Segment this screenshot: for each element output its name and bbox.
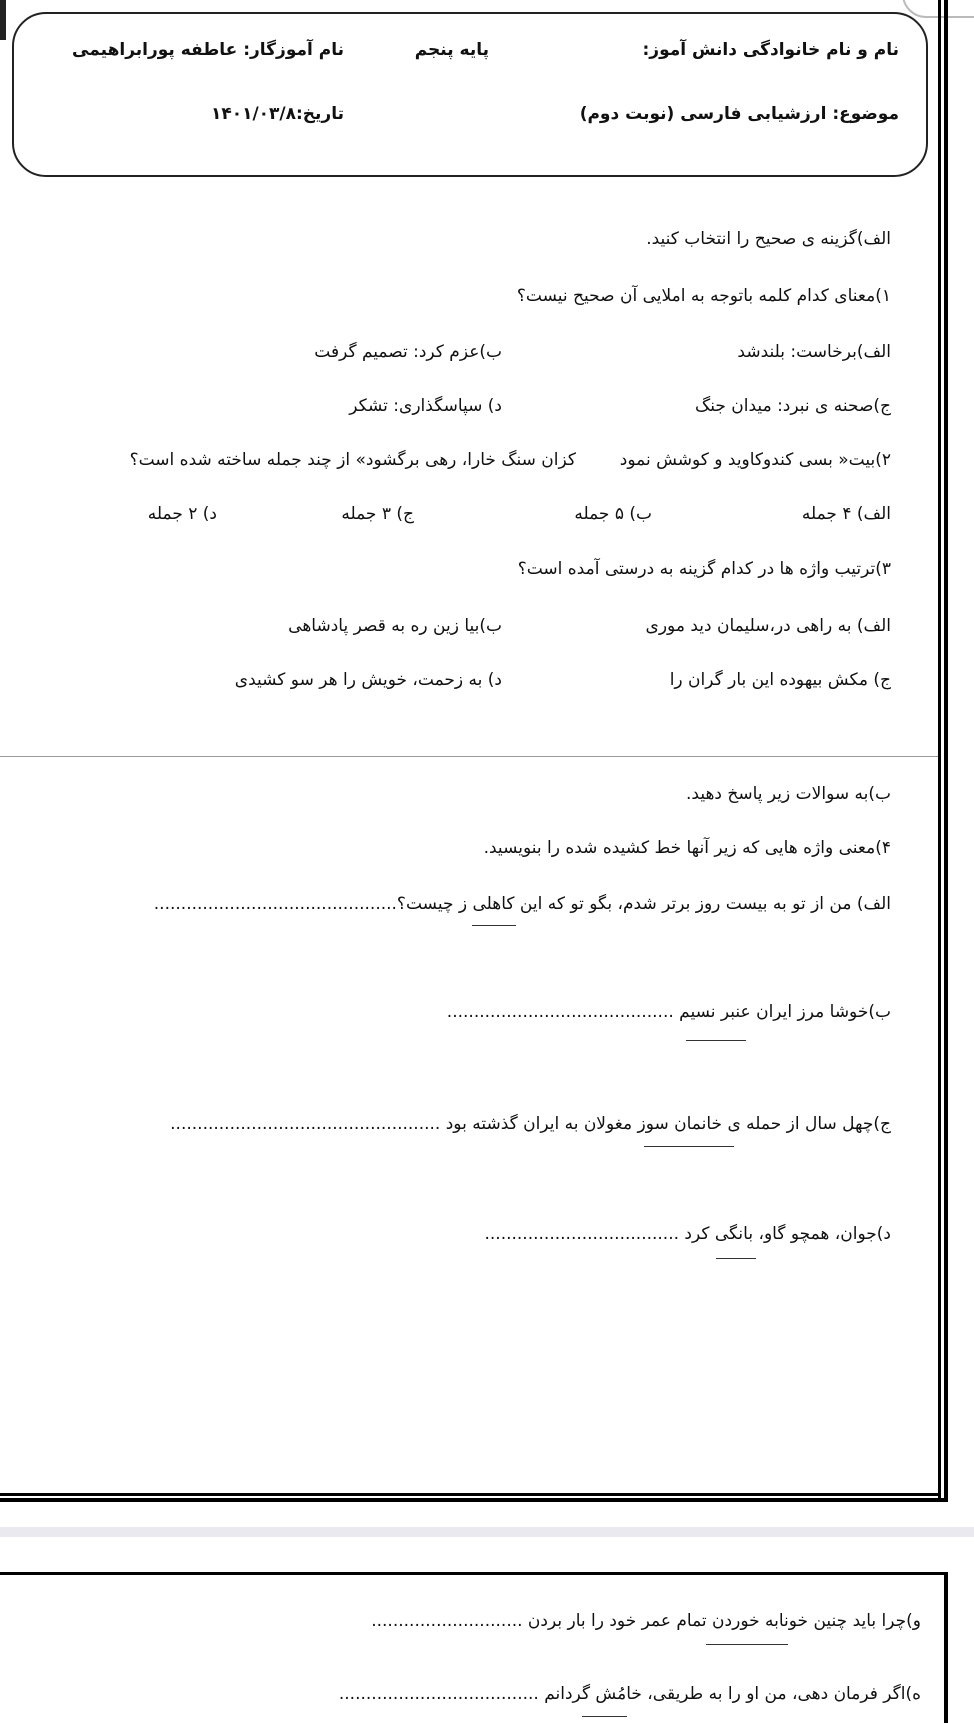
q3-option-d: د) به زحمت، خویش را هر سو کشیدی — [234, 670, 502, 690]
q4-item-b: ب)خوشا مرز ایران عنبر نسیم .......................................... — [446, 1002, 891, 1022]
q4-item-a: الف) من از تو به بیست روز برتر شدم، بگو تو که این کاهلی ز چیست؟............................................. — [153, 894, 891, 914]
page-gap — [0, 1527, 974, 1537]
underline-mark — [644, 1146, 734, 1147]
section-divider — [0, 756, 941, 757]
q4-item-f: ه)اگر فرمان دهی، من او را به طریقی، خامُش گردانم ..................................... — [338, 1684, 921, 1704]
q2-option-b: ب) ۵ جمله — [574, 504, 652, 524]
question-2-part-1: ۲)بیت« بسی کندوکاوید و کوشش نمود — [619, 450, 891, 470]
q4-item-d: د)جوان، همچو گاو، بانگی کرد .................................... — [484, 1224, 891, 1244]
q1-option-b: ب)عزم کرد: تصمیم گرفت — [314, 342, 502, 362]
student-name-label: نام و نام خانوادگی دانش آموز: — [642, 40, 899, 60]
underline-mark — [706, 1644, 788, 1645]
q2-option-a: الف) ۴ جمله — [801, 504, 891, 524]
page-corner-mark — [0, 0, 6, 40]
question-2-part-2: کزان سنگ خارا، رهی برگشود» از چند جمله ساخته شده است؟ — [129, 450, 576, 470]
q2-option-c: ج) ۳ جمله — [341, 504, 414, 524]
q3-option-c: ج) مکش بیهوده این بار گران را — [669, 670, 891, 690]
question-4: ۴)معنی واژه هایی که زیر آنها خط کشیده شده را بنویسید. — [483, 838, 891, 858]
page-border-bottom-outer — [0, 1498, 948, 1502]
q1-option-d: د) سپاسگذاری: تشکر — [349, 396, 502, 416]
q3-option-b: ب)بیا زین ره به قصر پادشاهی — [288, 616, 502, 636]
section-a-title: الف)گزینه ی صحیح را انتخاب کنید. — [646, 229, 891, 249]
exam-date: تاریخ:۱۴۰۱/۰۳/۸ — [210, 104, 344, 124]
q1-option-a: الف)برخاست: بلندشد — [737, 342, 891, 362]
teacher-name: نام آموزگار: عاطفه پورابراهیمی — [72, 40, 344, 60]
q1-option-c: ج)صحنه ی نبرد: میدان جنگ — [695, 396, 891, 416]
q2-option-d: د) ۲ جمله — [147, 504, 217, 524]
question-3: ۳)ترتیب واژه ها در کدام گزینه به درستی آمده است؟ — [517, 559, 891, 579]
q3-option-a: الف) به راهی در،سلیمان دید موری — [645, 616, 891, 636]
page-border-bottom — [0, 1493, 941, 1496]
grade-label: پایه پنجم — [414, 40, 489, 60]
question-1: ۱)معنای کدام کلمه باتوجه به املایی آن صحیح نیست؟ — [516, 286, 891, 306]
underline-mark — [472, 925, 516, 926]
page-border-right — [938, 0, 941, 1500]
page-border-right — [944, 1572, 948, 1723]
q4-item-e: و)چرا باید چنین خونابه خوردن تمام عمر خود را بار بردن ............................ — [371, 1611, 921, 1631]
page-border-top — [0, 1572, 948, 1575]
page-border-right-outer — [944, 0, 948, 1502]
underline-mark — [716, 1258, 756, 1259]
exam-subject: موضوع: ارزشیابی فارسی (نوبت دوم) — [579, 104, 899, 124]
underline-mark — [582, 1716, 627, 1717]
section-b-title: ب)به سوالات زیر پاسخ دهید. — [686, 784, 891, 804]
underline-mark — [686, 1040, 746, 1041]
header-box — [12, 12, 928, 177]
q4-item-c: ج)چهل سال از حمله ی خانمان سوز مغولان به ایران گذشته بود .................................................. — [170, 1114, 891, 1134]
worksheet-page-2 — [0, 1572, 974, 1723]
